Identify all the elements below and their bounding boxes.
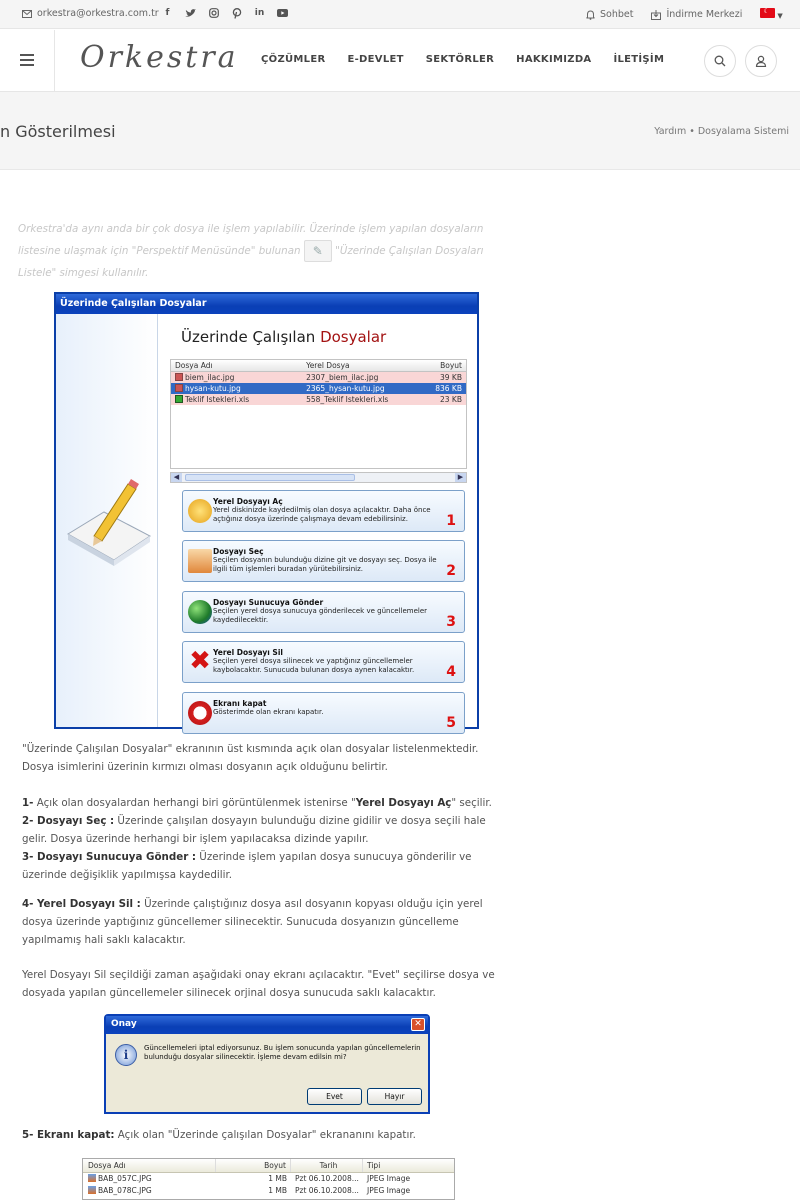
window-heading: Üzerinde Çalışılan Dosyalar [181,328,387,346]
table-header [171,360,466,372]
window-title: Üzerinde Çalışılan Dosyalar [56,294,477,314]
yes-button[interactable]: Evet [307,1088,362,1105]
jpeg-file-icon [88,1186,96,1194]
step-4: 4- Yerel Dosyayı Sil : Üzerinde çalıştığınız dosya asıl dosyanın kopyası olduğu için yerel dosya üzerinde yaptığınız güncellemer silinecektir. Sunucuda dosyanızın güncelleme yapılmamış hali saklı kalacaktır. [22,898,483,946]
pinterest-icon[interactable] [231,7,242,19]
list-item[interactable]: BAB_057C.JPG 1 MB Pzt 06.10.2008... JPEG Image [83,1173,454,1185]
youtube-icon[interactable] [277,7,288,19]
dialog-title-bar [106,1016,428,1034]
page-title: n Gösterilmesi [0,122,116,141]
top-bar [0,0,800,29]
table-row[interactable]: Teklif Istekleri.xls 558_Teklif Istekleri.xls 23 KB [171,394,466,405]
send-to-server-button[interactable]: Dosyayı Sunucuya Gönder Seçilen yerel dosya sunucuya gönderilecek ve güncellemeler kaydedilecektir. 3 [182,591,465,633]
hamburger-menu-icon[interactable] [20,54,34,66]
list-item[interactable]: BAB_078C.JPG 1 MB Pzt 06.10.2008... JPEG Image [83,1185,454,1197]
dialog-message: Güncellemeleri iptal ediyorsunuz. Bu işlem sonucunda yapılan güncellemelerin bulunduğu dosyalar silinecektir. İşleme devam edilsin mi? [144,1044,421,1061]
turkey-flag-icon [760,8,775,18]
intro-text-b: "Üzerinde Çalışılan Dosyaları Listele" simgesi kullanılır. [18,245,484,279]
steps-list [22,794,507,884]
select-file-button[interactable]: Dosyayı Seç Seçilen dosyanın bulunduğu dizine git ve dosyayı seç. Dosya ile ilgili tüm işlemleri buradan yürütebilirsiniz. 2 [182,540,465,582]
download-icon [651,10,661,20]
user-icon [755,55,767,67]
social-links [162,7,288,19]
open-folder-icon [188,499,212,523]
scrollbar-thumb[interactable] [185,474,355,481]
divider [54,30,55,92]
download-center-link[interactable] [651,9,742,20]
confirm-dialog-image [104,1014,430,1114]
nav-item-iletisim[interactable]: İLETİŞİM [613,54,665,65]
user-account-button[interactable] [745,45,777,77]
site-logo[interactable]: Orkestra [80,40,239,75]
nav-item-e-devlet[interactable]: E-DEVLET [347,54,404,65]
search-button[interactable] [704,45,736,77]
step-1: 1- Açık olan dosyalardan herhangi biri görüntülenmek istenirse "Yerel Dosyayı Aç" seçilir. [22,797,492,809]
facebook-icon[interactable]: f [165,8,170,18]
window-content [158,314,477,731]
no-button[interactable]: Hayır [367,1088,422,1105]
nav-item-cozumler[interactable]: ÇÖZÜMLER [261,54,326,65]
folder-icon [188,549,212,573]
bell-icon [586,10,595,20]
paragraph-delete-confirm: Yerel Dosyayı Sil seçildiği zaman aşağıdaki onay ekranı açılacaktır. "Evet" seçilirse dosya ve dosyada yapılan güncellemeler silinecek orjinal dosya sunucuda saklı kalacaktır. [22,969,495,999]
site-header [0,30,800,92]
nav-item-sektorler[interactable]: SEKTÖRLER [425,54,495,65]
excel-file-icon [175,395,183,403]
download-label: İndirme Merkezi [666,9,743,20]
info-icon: i [115,1044,137,1066]
red-x-icon: ✖ [189,646,211,676]
scroll-left-icon[interactable]: ◀ [171,473,182,482]
step-3: 3- Dosyayı Sunucuya Gönder : Üzerinde işlem yapılan dosya sunucuya gönderilir ve üzerinde değişiklik yapılmışsa kaydedilir. [22,851,472,881]
breadcrumb[interactable]: Yardım • Dosyalama Sistemi [654,126,789,137]
step-2: 2- Dosyayı Seç : Üzerinde çalışılan dosyayın bulunduğu dizine gidilir ve dosya seçili hale gelir. Dosya üzerinde herhangi bir işlem yapılacaksa dizinde yapılır. [22,815,486,845]
image-file-icon [175,373,183,381]
jpeg-file-icon [88,1174,96,1182]
no-entry-icon [188,701,212,725]
chat-label: Sohbet [600,9,634,20]
list-files-icon: ✎ [304,240,332,262]
col-size[interactable]: Boyut [440,361,462,370]
col-file-name[interactable]: Dosya Adı [175,361,213,370]
language-selector[interactable] [760,8,782,21]
dialog-title: Onay [111,1019,137,1029]
close-icon[interactable]: ✕ [411,1018,425,1031]
email-link[interactable] [22,8,159,19]
delete-local-file-button[interactable]: ✖ Yerel Dosyayı Sil Seçilen yerel dosya silinecek ve yaptığınız güncellemeler kaybolacaktır. Sunucuda bulunan dosya aynen kalacaktır. 4 [182,641,465,683]
envelope-icon [22,10,32,18]
step-5: 5- Ekranı kapat: Açık olan "Üzerinde çalışılan Dosyalar" ekrananını kapatır. [22,1129,416,1141]
nav-item-hakkimizda[interactable]: HAKKIMIZDA [516,54,592,65]
globe-icon [188,600,212,624]
caret-down-icon: ▼ [777,12,783,20]
file-list-header: Dosya Adı Boyut Tarih Tipi [83,1159,454,1173]
chat-link[interactable] [586,9,633,20]
intro-paragraph [18,218,513,284]
paragraph-open-files: "Üzerinde Çalışılan Dosyalar" ekranının üst kısmında açık olan dosyalar listelenmektedir. Dosya isimlerini üzerinin kırmızı olması dosyanın açık olduğunu belirtir. [22,743,479,773]
open-local-file-button[interactable]: Yerel Dosyayı Aç Yerel diskinizde kaydedilmiş olan dosya açılacaktır. Daha önce açtığınız dosya üzerinde çalışmaya devam edebilirsiniz. 1 [182,490,465,532]
working-files-window-image [54,292,479,729]
intro-text-a: Orkestra'da aynı anda bir çok dosya ile işlem yapılabilir. Üzerinde işlem yapılan dosyaların listesine ulaşmak için "Perspektif Menüsünde" bulunan [18,223,484,257]
image-file-icon [175,384,183,392]
pencil-paper-icon [64,474,152,574]
instagram-icon[interactable] [208,7,219,19]
window-sidebar [56,314,158,727]
linkedin-icon[interactable]: in [254,8,265,18]
horizontal-scrollbar[interactable] [170,472,467,483]
scroll-right-icon[interactable]: ▶ [455,473,466,482]
search-icon [714,55,726,67]
main-nav [261,54,664,65]
file-list-image [82,1158,455,1200]
close-screen-button[interactable]: Ekranı kapat Gösterimde olan ekranı kapatır. 5 [182,692,465,734]
table-row[interactable]: biem_ilac.jpg 2307_biem_ilac.jpg 39 KB [171,372,466,383]
table-row[interactable]: hysan-kutu.jpg 2365_hysan-kutu.jpg 836 KB [171,383,466,394]
page-title-bar [0,92,800,170]
working-files-table [170,359,467,469]
email-text: orkestra@orkestra.com.tr [37,8,159,19]
col-local-file[interactable]: Yerel Dosya [306,361,350,370]
twitter-icon[interactable] [185,7,196,19]
